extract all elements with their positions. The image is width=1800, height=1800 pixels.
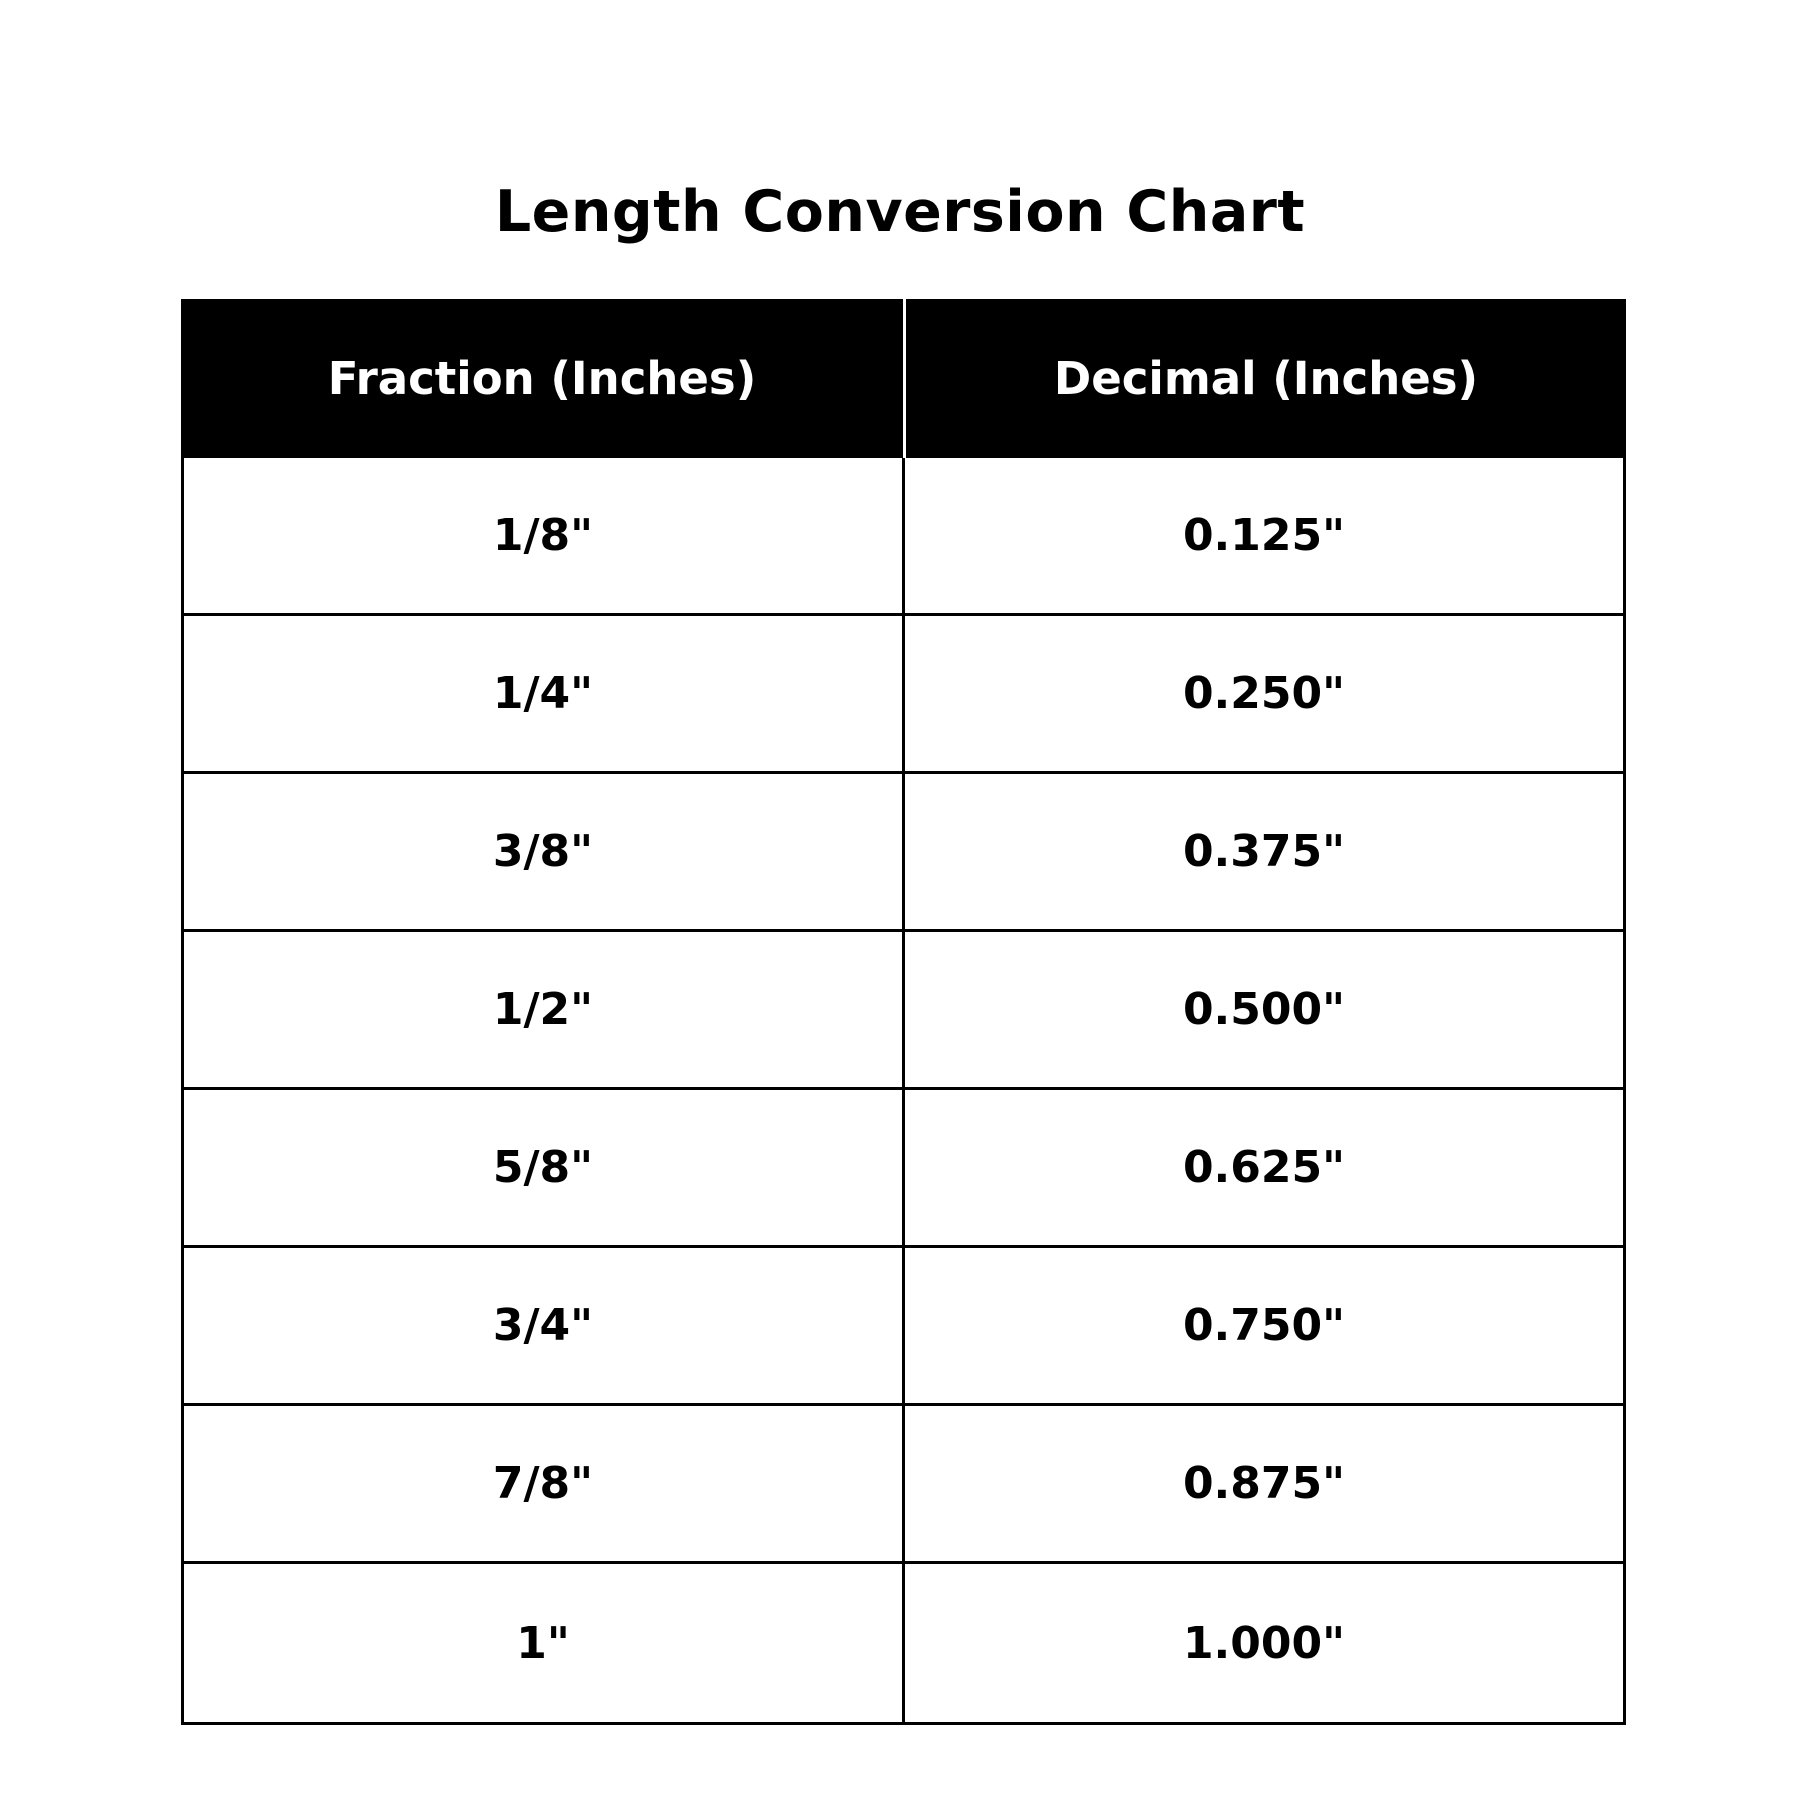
fraction-cell: 5/8" — [184, 1090, 905, 1245]
decimal-cell: 1.000" — [1182, 1617, 1346, 1669]
conversion-table — [181, 299, 1626, 1725]
decimal-cell: 0.500" — [1182, 984, 1346, 1035]
header-fraction: Fraction (Inches) — [181, 299, 903, 458]
table-row — [184, 458, 1623, 616]
table-header-row — [181, 299, 1626, 458]
table-row — [184, 1406, 1623, 1564]
decimal-cell: 0.625" — [1182, 1142, 1346, 1193]
fraction-cell: 1" — [184, 1564, 905, 1722]
table-row — [184, 932, 1623, 1090]
decimal-cell: 0.750" — [1182, 1300, 1346, 1351]
header-decimal: Decimal (Inches) — [906, 299, 1626, 458]
table-row — [184, 1248, 1623, 1406]
page-title: Length Conversion Chart — [494, 179, 1306, 245]
decimal-cell: 0.250" — [1182, 668, 1346, 719]
table-row — [184, 1090, 1623, 1248]
decimal-cell: 0.125" — [1182, 510, 1346, 561]
fraction-cell: 3/4" — [184, 1248, 905, 1403]
decimal-cell: 0.375" — [1182, 826, 1346, 877]
table-row — [184, 774, 1623, 932]
fraction-cell: 1/2" — [184, 932, 905, 1087]
fraction-cell: 7/8" — [184, 1406, 905, 1561]
table-body — [181, 458, 1626, 1725]
fraction-cell: 3/8" — [184, 774, 905, 929]
fraction-cell: 1/8" — [184, 458, 905, 613]
decimal-cell: 0.875" — [1182, 1458, 1346, 1509]
table-row — [184, 1564, 1623, 1722]
fraction-cell: 1/4" — [184, 616, 905, 771]
table-row — [184, 616, 1623, 774]
